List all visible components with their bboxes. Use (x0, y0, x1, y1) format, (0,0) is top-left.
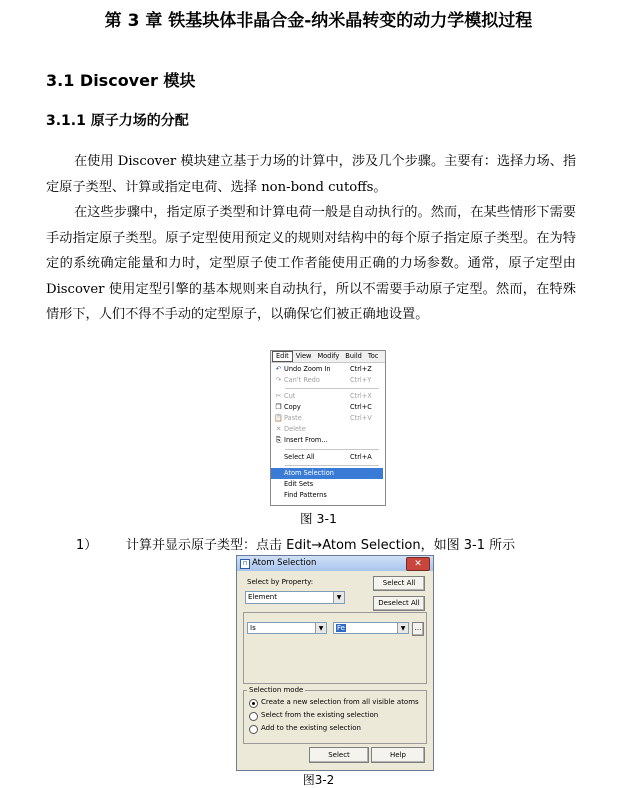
menu-item-shortcut: Ctrl+V (350, 414, 372, 422)
figure-1-caption: 图 3-1 (300, 511, 337, 526)
chevron-down-icon[interactable]: ▼ (333, 592, 344, 603)
menu-item-label: Can't Redo (284, 376, 320, 384)
mode-radio-new[interactable] (249, 699, 258, 708)
menu-item-undo[interactable] (271, 364, 383, 375)
mode-label-existing: Select from the existing selection (261, 711, 379, 719)
menu-separator (285, 388, 379, 389)
menubar (271, 351, 385, 363)
chevron-down-icon[interactable]: ▼ (315, 623, 326, 633)
element-dropdown[interactable] (333, 622, 409, 634)
mode-radio-add[interactable] (249, 725, 258, 734)
paragraph-1 (46, 149, 576, 200)
menu-view[interactable]: View (295, 352, 312, 360)
menu-item-label: Undo Zoom In (284, 365, 331, 373)
menu-build[interactable]: Build (345, 352, 362, 360)
menu-item-label: Select All (284, 453, 315, 461)
figure-2-caption: 图3-2 (302, 773, 335, 787)
operator-value: Is (250, 624, 256, 632)
menu-item-shortcut: Ctrl+Z (350, 365, 372, 373)
menu-item-shortcut: Ctrl+X (350, 392, 372, 400)
menu-edit[interactable]: Edit (272, 351, 293, 362)
mode-label-add: Add to the existing selection (261, 724, 361, 732)
step-number: 1） (76, 538, 98, 553)
mode-radio-existing[interactable] (249, 712, 258, 721)
menu-item-label: Cut (284, 392, 296, 400)
help-button[interactable]: Help (371, 747, 425, 763)
redo-icon: ↷ (275, 376, 282, 384)
menu-item-label: Edit Sets (284, 480, 314, 488)
insert-icon: ⎘ (275, 436, 282, 444)
paragraph-1-text: 在使用 Discover 模块建立基于力场的计算中，涉及几个步骤。主要有：选择力场、指定原子类型、计算或指定电荷、选择 non-bond cutoffs。 (46, 154, 577, 195)
window-icon: ⊓ (240, 559, 250, 569)
menu-item-atom-selection[interactable] (271, 468, 383, 479)
edit-menu-figure (270, 350, 386, 506)
dialog-title: Atom Selection (252, 558, 317, 568)
operator-dropdown[interactable] (247, 622, 327, 634)
property-value: Element (248, 593, 277, 601)
subsection-title: 3.1.1 原子力场的分配 (46, 113, 189, 129)
step-text: 计算并显示原子类型：点击 Edit→Atom Selection，如图 3-1 所示 (126, 538, 516, 553)
menu-item-label: Delete (284, 425, 306, 433)
property-dropdown[interactable] (245, 591, 345, 604)
atom-selection-dialog (236, 555, 434, 771)
select-all-button[interactable]: Select All (373, 576, 425, 591)
menu-item-label: Find Patterns (284, 491, 327, 499)
menu-item-shortcut: Ctrl+A (350, 453, 372, 461)
menu-separator (285, 449, 379, 450)
menu-item-paste[interactable] (271, 413, 383, 424)
menu-item-shortcut: Ctrl+C (350, 403, 372, 411)
select-by-property-label: Select by Property: (247, 578, 314, 586)
undo-icon: ↶ (275, 365, 282, 373)
menu-item-label: Insert From... (284, 436, 328, 444)
deselect-all-button[interactable]: Deselect All (373, 596, 425, 611)
menu-item-copy[interactable] (271, 402, 383, 413)
menu-item-cut[interactable] (271, 391, 383, 402)
scissors-icon: ✂ (275, 392, 282, 400)
paragraph-2 (46, 200, 576, 328)
dialog-titlebar[interactable] (237, 556, 433, 571)
paragraph-2-text: 在这些步骤中，指定原子类型和计算电荷一般是自动执行的。然而，在某些情形下需要手动指定原子类型。原子定型使用预定义的规则对结构中的每个原子指定原子类型。在为特定的系统确定能量和力时，定型原子使工作者能使用正确的力场参数。通常，原子定型由 Discover 使用定型引擎的基本规则来自动执行，所以不需要手动原子定型。然而，在特殊情形下，人们不得不手动的定型原子，以确保它们被正确地设置。 (46, 205, 576, 323)
mode-label-new: Create a new selection from all visible atoms (261, 698, 419, 706)
section-title: 3.1 Discover 模块 (46, 71, 196, 90)
menu-item-label: Atom Selection (284, 469, 334, 477)
chapter-title: 第 3 章 铁基块体非晶合金-纳米晶转变的动力学模拟过程 (104, 11, 533, 31)
menu-item-delete[interactable] (271, 424, 383, 435)
paste-icon: 📋 (274, 414, 283, 422)
menu-item-insert-from[interactable] (271, 435, 383, 446)
select-button[interactable]: Select (309, 747, 369, 763)
menu-item-select-all[interactable] (271, 452, 383, 463)
menu-item-edit-sets[interactable] (271, 479, 383, 490)
menu-item-label: Paste (284, 414, 302, 422)
menu-separator (285, 465, 379, 466)
menu-item-find-patterns[interactable] (271, 490, 383, 501)
menu-item-shortcut: Ctrl+Y (350, 376, 372, 384)
copy-icon: ❐ (275, 403, 282, 411)
selection-mode-title: Selection mode (249, 686, 304, 694)
menu-tools[interactable]: Toc (367, 352, 379, 360)
delete-icon: ✕ (275, 425, 282, 433)
more-button[interactable]: ... (412, 622, 424, 636)
close-icon[interactable]: ✕ (406, 557, 430, 571)
element-value: Fe (337, 624, 345, 632)
menu-modify[interactable]: Modify (317, 352, 340, 360)
chevron-down-icon[interactable]: ▼ (397, 623, 408, 633)
menu-item-redo[interactable] (271, 375, 383, 386)
menu-item-label: Copy (284, 403, 301, 411)
